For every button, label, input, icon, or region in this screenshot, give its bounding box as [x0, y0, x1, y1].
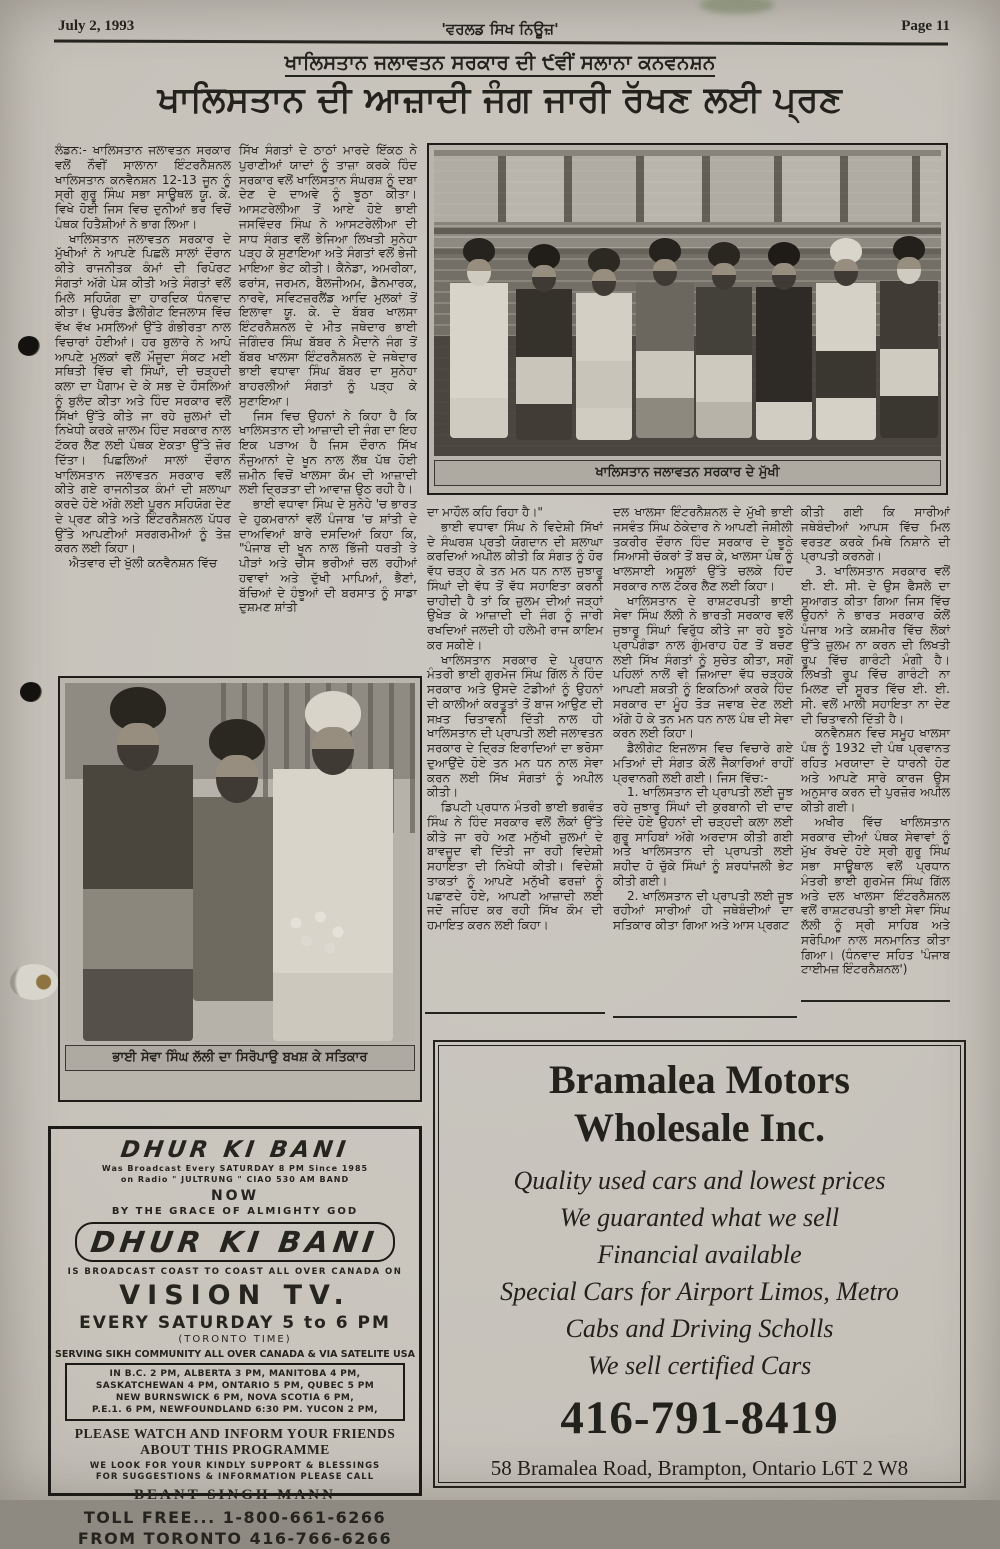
ad-watch-line: PLEASE WATCH AND INFORM YOUR FRIENDS ABOUT THIS PROGRAMME [74, 1426, 396, 1457]
page-number: Page 11 [901, 18, 950, 34]
ad-title: DHUR KI BANI [119, 1137, 351, 1163]
figure-body [696, 230, 752, 438]
ad-slogan: Cabs and Driving Scholls [565, 1314, 834, 1343]
issue-date: July 2, 1993 [58, 18, 135, 34]
figure-body [450, 226, 508, 438]
kicker-row [0, 50, 1000, 77]
ad-support-line: WE LOOK FOR YOUR KINDLY SUPPORT & BLESSINGS [89, 1461, 381, 1471]
article-column-1 [55, 143, 231, 673]
ad-schedule-line: SASKATCHEWAN 4 PM, ONTARIO 5 PM, QUBEC 5 PM [95, 1381, 375, 1391]
ad-slogan: Quality used cars and lowest prices [513, 1166, 886, 1195]
person-figure [816, 226, 876, 440]
article-paragraph: ਜਿਸ ਵਿਚ ਉਹਨਾਂ ਨੇ ਕਿਹਾ ਹੈ ਕਿ ਖਾਲਿਸਤਾਨ ਦੀ ਆਜ਼ਾਦੀ ਦੀ ਜੰਗ ਦਾ ਇਹ ਇਕ ਪੜਾਅ ਹੈ ਜਿਸ ਦੌਰਾਨ ਸਿੱਖ ਨੌਜੁਆਨਾਂ ਦੇ ਖੂਨ ਨਾਲ ਲੱਥ ਪੱਥ ਹੋਈ ਜ਼ਮੀਨ ਵਿਚੋਂ ਖਾਲਸਾ ਕੌਮ ਦੀ ਆਜ਼ਾਦੀ ਲਈ ਦ੍ਰਿੜਤਾ ਦੀ ਆਵਾਜ਼ ਉਠ ਰਹੀ ਹੈ। [239, 408, 417, 497]
punch-hole [20, 682, 42, 702]
person-figure [450, 226, 508, 438]
article-paragraph: ਭਾਈ ਵਧਾਵਾ ਸਿੰਘ ਨੇ ਵਿਦੇਸ਼ੀ ਸਿੱਖਾਂ ਦੇ ਸੰਘਰਸ਼ ਪ੍ਰਤੀ ਯੋਗਦਾਨ ਦੀ ਸ਼ਲਾਘਾ ਕਰਦਿਆਂ ਅਪੀਲ ਕੀਤੀ ਕਿ ਸੰਗਤ ਨੂੰ ਹੋਰ ਵੱਧ ਚੜ੍ਹ ਕੇ ਤਨ ਮਨ ਧਨ ਨਾਲ ਜੁਝਾਰੂ ਸਿੰਘਾਂ ਦੀ ਵੱਧ ਤੋਂ ਵੱਧ ਸਹਾਇਤਾ ਕਰਨੀ ਚਾਹੀਦੀ ਹੈ ਤਾਂ ਕਿ ਜ਼ੁਲਮ ਦੀਆਂ ਜੜ੍ਹਾਂ ਉਖੇੜ ਕੇ ਆਜ਼ਾਦੀ ਦੀ ਜੰਗ ਨੂੰ ਜਾਰੀ ਰਖਦਿਆਂ ਜਲਦੀ ਹੀ ਹਲੇਮੀ ਰਾਜ ਕਾਇਮ ਕਰ ਸਕੀਏ। [427, 519, 603, 652]
headline: ਖਾਲਿਸਤਾਨ ਦੀ ਆਜ਼ਾਦੀ ਜੰਗ ਜਾਰੀ ਰੱਖਣ ਲਈ ਪ੍ਰਣ [157, 80, 843, 120]
article-paragraph: ਖਾਲਿਸਤਾਨ ਜਲਾਵਤਨ ਸਰਕਾਰ ਦੇ ਮੁੱਖੀਆਂ ਨੇ ਆਪਣੇ ਪਿਛਲੇ ਸਾਲਾਂ ਦੌਰਾਨ ਕੀਤੇ ਰਾਜਨੀਤਕ ਕੰਮਾਂ ਦੀ ਰਿਪੋਰਟ ਸੰਗਤਾਂ ਅੱਗੇ ਪੇਸ਼ ਕੀਤੀ ਅਤੇ ਸੰਗਤਾਂ ਵਲੋਂ ਮਿਲੇ ਸਹਿਯੋਗ ਦਾ ਹਾਰਦਿਕ ਧੰਨਵਾਦ ਕੀਤਾ। ਉਪਰੰਤ ਡੈਲੀਗੇਟ ਇਜਲਾਸ ਵਿੱਚ ਵੱਖ ਵੱਖ ਮਸਲਿਆਂ ਉੱਤੇ ਗੰਭੀਰਤਾ ਨਾਲ ਵਿਚਾਰਾਂ ਹੋਈਆਂ। ਹਰ ਬੁਲਾਰੇ ਨੇ ਆਪੋ ਆਪਣੇ ਮੁਲਕਾਂ ਵਲੋਂ ਮੌਜੂਦਾ ਸੰਕਟ ਮਈ ਸਥਿਤੀ ਵਿੱਚ ਵੀ ਸਿੰਘਾਂ, ਦੀ ਚੜ੍ਹਦੀ ਕਲਾ ਦਾ ਪੈਗਾਮ ਦੇ ਕੇ ਸਭ ਦੇ ਹੌਸਲਿਆਂ ਨੂੰ ਬੁਲੰਦ ਕੀਤਾ ਅਤੇ ਹਿੰਦ ਸਰਕਾਰ ਵਲੋਂ ਸਿੱਖਾਂ ਉੱਤੇ ਕੀਤੇ ਜਾ ਰਹੇ ਜ਼ੁਲਮਾਂ ਦੀ ਨਿਖੇਧੀ ਕਰਕੇ ਜ਼ਾਲਮ ਹਿੰਦ ਸਰਕਾਰ ਨਾਲ ਟੱਕਰ ਲੈਣ ਲਈ ਪੰਥਕ ਏਕਤਾ ਉੱਤੇ ਜ਼ੋਰ ਦਿੱਤਾ। ਪਿਛਲਿਆਂ ਸਾਲਾਂ ਦੌਰਾਨ ਖਾਲਿਸਤਾਨ ਜਲਾਵਤਨ ਸਰਕਾਰ ਵਲੋਂ ਕੀਤੇ ਗਏ ਰਾਜਨੀਤਕ ਕੰਮਾਂ ਦੀ ਸ਼ਲਾਘਾ ਕਰਦੇ ਹੋਏ ਅੱਗੇ ਲਈ ਪੂਰਨ ਸਹਿਯੋਗ ਦੇਣ ਦੇ ਪ੍ਰਣ ਕੀਤੇ ਅਤੇ ਇੰਟਰਨੈਸ਼ਨਲ ਪੱਧਰ ਉੱਤੇ ਆਪਣੀਆਂ ਸਰਗਰਮੀਆਂ ਨੂੰ ਤੇਜ਼ ਕਰਨ ਲਈ ਕਿਹਾ। [55, 231, 231, 556]
ad-timezone: (TORONTO TIME) [178, 1334, 292, 1345]
article-paragraph: ਭਾਈ ਵਧਾਵਾ ਸਿੰਘ ਦੇ ਸੁਨੇਹੇ 'ਚ ਭਾਰਤ ਦੇ ਹੁਕਮਰਾਨਾਂ ਵਲੋਂ ਪੰਜਾਬ 'ਚ ਸ਼ਾਂਤੀ ਦੇ ਦਾਅਵਿਆਂ ਬਾਰੇ ਦਸਦਿਆਂ ਕਿਹਾ ਕਿ, "ਪੰਜਾਬ ਦੀ ਖੂਨ ਨਾਲ ਭਿੱਜੀ ਧਰਤੀ ਤੇ ਪੀੜਾਂ ਅਤੇ ਚੀਸ ਭਰੀਆਂ ਚਲ ਰਹੀਆਂ ਹਵਾਵਾਂ ਅਤੇ ਦੁੱਖੀ ਮਾਪਿਆਂ, ਭੈਣਾਂ, ਬੱਚਿਆਂ ਦੇ ਹੰਝੂਆਂ ਦੀ ਬਰਸਾਤ ਨੂੰ ਸਾਡਾ ਦੁਸ਼ਮਣ ਸ਼ਾਂਤੀ [239, 497, 417, 615]
article-paragraph: ਕਨਵੈਨਸ਼ਨ ਵਿਚ ਸਮੂਹ ਖਾਲਸਾ ਪੰਥ ਨੂੰ 1932 ਦੀ ਪੰਥ ਪ੍ਰਵਾਨਤ ਰਹਿਤ ਮਰਯਾਦਾ ਦੇ ਧਾਰਨੀ ਹੋਣ ਅਤੇ ਆਪਣੇ ਸਾਰੇ ਕਾਰਜ ਉਸ ਅਨੁਸਾਰ ਕਰਨ ਦੀ ਪੁਰਜ਼ੋਰ ਅਪੀਲ ਕੀਤੀ ਗਈ। [801, 726, 950, 814]
flower-bouquet [282, 905, 352, 965]
person-figure [696, 230, 752, 438]
group-photo-image [434, 150, 941, 456]
ad-phone-number: 416-791-8419 [560, 1392, 839, 1444]
article-column-2 [239, 143, 417, 673]
ad-slogan-list [439, 1162, 960, 1384]
person-figure [273, 673, 393, 1041]
figure-body [636, 226, 694, 438]
figure-body [816, 226, 876, 440]
person-figure [193, 701, 281, 1001]
ad-now-label: NOW [210, 1188, 260, 1204]
ad-inner-frame [438, 1045, 961, 1483]
ad-slogan: Financial available [597, 1240, 802, 1269]
ad-slogan: We guaranted what we sell [559, 1203, 840, 1232]
kicker: ਖਾਲਿਸਤਾਨ ਜਲਾਵਤਨ ਸਰਕਾਰ ਦੀ ੯ਵੀਂ ਸਲਾਨਾ ਕਨਵਨਸ਼ਨ [285, 50, 716, 77]
ad-title-line: Bramalea Motors [548, 1057, 850, 1102]
ad-schedule-headline: EVERY SATURDAY 5 to 6 PM [79, 1313, 391, 1333]
article-paragraph: ਐਤਵਾਰ ਦੀ ਖੁੱਲੀ ਕਨਵੈਨਸ਼ਨ ਵਿੱਚ [69, 556, 218, 570]
article-paragraph: ਦਲ ਖਾਲਸਾ ਇੰਟਰਨੈਸ਼ਨਲ ਦੇ ਮੁੱਖੀ ਭਾਈ ਜਸਵੰਤ ਸਿੰਘ ਠੇਕੇਦਾਰ ਨੇ ਆਪਣੀ ਜੋਸ਼ੀਲੀ ਤਕਰੀਰ ਦੌਰਾਨ ਹਿੰਦ ਸਰਕਾਰ ਦੇ ਝੂਠੇ ਸਿਆਸੀ ਚੱਕਰਾਂ ਤੋਂ ਬਚ ਕੇ, ਖਾਲਸਾ ਪੰਥ ਨੂੰ ਖਾਲਸਾਈ ਅਸੂਲਾਂ ਉੱਤੇ ਚਲਕੇ ਹਿੰਦ ਸਰਕਾਰ ਨਾਲ ਟੱਕਰ ਲੈਣ ਲਈ ਕਿਹਾ। [613, 505, 793, 593]
column-end-rule [613, 1016, 797, 1018]
person-figure [636, 226, 694, 438]
person-figure [576, 236, 632, 440]
person-figure [516, 232, 572, 440]
ad-schedule-line: P.E.1. 6 PM, NEWFOUNDLAND 6:30 PM. YUCON 2 PM, [92, 1405, 378, 1415]
photo-caption: ਭਾਈ ਸੇਵਾ ਸਿੰਘ ਲੱਲੀ ਦਾ ਸਿਰੋਪਾਉ ਬਖਸ਼ ਕੇ ਸਤਿਕਾਰ [65, 1045, 415, 1071]
article-paragraph: ਕੀਤੀ ਗਈ ਕਿ ਸਾਰੀਆਂ ਜਥੇਬੰਦੀਆਂ ਆਪਸ ਵਿੱਚ ਮਿਲ ਵਰਤਣ ਕਰਕੇ ਮਿਥੇ ਨਿਸ਼ਾਨੇ ਦੀ ਪ੍ਰਾਪਤੀ ਕਰਨਗੇ। [801, 505, 950, 564]
window-row [434, 156, 941, 222]
figure-body [756, 230, 812, 440]
ad-address: 58 Bramalea Road, Brampton, Ontario L6T 2 W8 [490, 1456, 909, 1480]
ad-toll-free-number: TOLL FREE... 1-800-661-6266 [83, 1508, 387, 1527]
header-rule [54, 39, 948, 45]
ad-contact-name: BEANT SINGH MANN [134, 1487, 336, 1503]
ad-slogan: Special Cars for Airport Limos, Metro [500, 1277, 899, 1306]
article-paragraph: 1. ਖਾਲਿਸਤਾਨ ਦੀ ਪ੍ਰਾਪਤੀ ਲਈ ਜੂਝ ਰਹੇ ਜੁਝਾਰੂ ਸਿੰਘਾਂ ਦੀ ਕੁਰਬਾਨੀ ਦੀ ਦਾਦ ਦਿੰਦੇ ਹੋਏ ਉਹਨਾਂ ਦੀ ਚੜ੍ਹਦੀ ਕਲਾ ਲਈ ਗੁਰੂ ਸਾਹਿਬਾਂ ਅੱਗੇ ਅਰਦਾਸ ਕੀਤੀ ਗਈ ਅਤੇ ਖਾਲਿਸਤਾਨ ਦੀ ਪ੍ਰਾਪਤੀ ਲਈ ਸ਼ਹੀਦ ਹੋ ਚੁੱਕੇ ਸਿੰਘਾਂ ਨੂੰ ਸ਼ਰਧਾਂਜਲੀ ਭੇਟ ਕੀਤੀ ਗਈ। [613, 785, 793, 888]
article-paragraph: ਖਾਲਿਸਤਾਨ ਦੇ ਰਾਸ਼ਟਰਪਤੀ ਭਾਈ ਸੇਵਾ ਸਿੰਘ ਲੱਲੀ ਨੇ ਭਾਰਤੀ ਸਰਕਾਰ ਵਲੋਂ ਜੁਝਾਰੂ ਸਿੰਘਾਂ ਵਿਰੁੱਧ ਕੀਤੇ ਜਾ ਰਹੇ ਝੂਠੇ ਪ੍ਰਾਪੇਗੰਡਾ ਨਾਲ ਗੁੰਮਰਾਹ ਹੋਣ ਤੋਂ ਬਚਣ ਲਈ ਸਿੱਖ ਸੰਗਤਾਂ ਨੂੰ ਸੁਚੇਤ ਕੀਤਾ, ਸਗੋਂ ਪਹਿਲਾਂ ਨਾਲੋਂ ਵੀ ਜ਼ਿਆਦਾ ਵੱਧ ਚੜ੍ਹਕੇ ਆਪਣੀ ਸ਼ਕਤੀ ਨੂੰ ਇਕਠਿਆਂ ਕਰਕੇ ਹਿੰਦ ਸਰਕਾਰ ਦਾ ਮੂੰਹ ਤੋੜ ਜਵਾਬ ਦੇਣ ਲਈ ਅੱਗੇ ਹੋ ਕੇ ਤਨ ਮਨ ਧਨ ਨਾਲ ਪੰਥ ਦੀ ਸੇਵਾ ਕਰਨ ਲਈ ਕਿਹਾ। [613, 593, 793, 741]
ad-slogan: We sell certified Cars [587, 1351, 812, 1380]
ad-history-line: Was Broadcast Every SATURDAY 8 PM Since 1985 [101, 1164, 369, 1173]
scan-smudge [700, 0, 774, 14]
column-end-rule [801, 1000, 950, 1002]
punch-hole [18, 336, 40, 356]
person-figure [756, 230, 812, 440]
article-paragraph: ਲੰਡਨ:- ਖਾਲਿਸਤਾਨ ਜਲਾਵਤਨ ਸਰਕਾਰ ਵਲੋਂ ਨੌਵੀਂ ਸਾਲਾਨਾ ਇੰਟਰਨੈਸ਼ਨਲ ਖਾਲਿਸਤਾਨ ਕਨਵੈਨਸ਼ਨ 12-13 ਜੂਨ ਨੂੰ ਸ੍ਰੀ ਗੁਰੂ ਸਿੰਘ ਸਭਾ ਸਾਊਥਲ ਯੂ. ਕੇ. ਵਿਖੇ ਹੋਈ ਜਿਸ ਵਿਚ ਦੁਨੀਆਂ ਭਰ ਵਿਚੋਂ ਪੰਥਕ ਹਿਤੈਸ਼ੀਆਂ ਨੇ ਭਾਗ ਲਿਆ। [55, 143, 231, 231]
column-end-rule [425, 1012, 605, 1014]
article-paragraph: ਦਾ ਮਾਹੌਲ ਕਹਿ ਰਿਹਾ ਹੈ।" [427, 505, 543, 519]
honour-photo-image [65, 683, 415, 1041]
photo-caption: ਖਾਲਿਸਤਾਨ ਜਲਾਵਤਨ ਸਰਕਾਰ ਦੇ ਮੁੱਖੀ [434, 460, 941, 486]
ad-support-line: FOR SUGGESTIONS & INFORMATION PLEASE CALL [95, 1472, 375, 1482]
bramalea-motors-ad [433, 1040, 966, 1488]
article-paragraph: ਸਿੱਖ ਸੰਗਤਾਂ ਦੇ ਠਾਠਾਂ ਮਾਰਦੇ ਇੱਕਠ ਨੇ ਪੁਰਾਣੀਆਂ ਯਾਦਾਂ ਨੂੰ ਤਾਜ਼ਾ ਕਰਕੇ ਹਿੰਦ ਸਰਕਾਰ ਵਲੋਂ ਖਾਲਿਸਤਾਨ ਸੰਘਰਸ਼ ਨੂੰ ਦਬਾ ਦੇਣ ਦੇ ਦਾਅਵੇ ਨੂੰ ਝੂਠਾ ਕੀਤਾ। ਆਸਟਰੇਲੀਆ ਤੋਂ ਆਏ ਹੋਏ ਭਾਈ ਜਸਵਿੰਦਰ ਸਿੰਘ ਨੇ ਆਸਟਰੇਲੀਆ ਦੀ ਸਾਧ ਸੰਗਤ ਵਲੋਂ ਭੇਜਿਆ ਲਿਖਤੀ ਸੁਨੇਹਾ ਪੜ੍ਹ ਕੇ ਸੁਣਾਇਆ ਅਤੇ ਸੰਗਤਾਂ ਵਲੋਂ ਭੇਜੀ ਮਾਇਆ ਭੇਟ ਕੀਤੀ। ਕੈਨੇਡਾ, ਅਮਰੀਕਾ, ਫਰਾਂਸ, ਜਰਮਨ, ਬੈਲਜੀਅਮ, ਡੈਨਮਾਰਕ, ਨਾਰਵੇ, ਸਵਿਟਜ਼ਰਲੈਂਡ ਆਦਿ ਮੁਲਕਾਂ ਤੋਂ ਇਲਾਵਾ ਯੂ. ਕੇ. ਦੇ ਬੱਬਰ ਖਾਲਸਾ ਇੰਟਰਨੈਸ਼ਨਲ ਦੇ ਮੀਤ ਜਥੇਦਾਰ ਭਾਈ ਜੋਗਿੰਦਰ ਸਿੰਘ ਬੱਬਰ ਨੇ ਮੈਦਾਨੇ ਜੰਗ ਤੋਂ ਬੱਬਰ ਖਾਲਸਾ ਇੰਟਰਨੈਸ਼ਨਲ ਦੇ ਜਥੇਦਾਰ ਭਾਈ ਵਧਾਵਾ ਸਿੰਘ ਬੱਬਰ ਦਾ ਸੁਨੇਹਾ ਬਾਹਰਲੀਆਂ ਸੰਗਤਾਂ ਨੂੰ ਪੜ੍ਹ ਕੇ ਸੁਣਾਇਆ। [239, 143, 417, 408]
article-column-3 [427, 505, 603, 1005]
article-column-5 [801, 505, 950, 991]
ad-title-repeat: DHUR KI BANI [88, 1225, 382, 1259]
ad-serving-line: SERVING SIKH COMMUNITY ALL OVER CANADA & VIA SATELITE USA [55, 1349, 415, 1360]
ad-schedule-line: NEW BURNSWICK 6 PM, NOVA SCOTIA 6 PM, [115, 1393, 355, 1403]
ad-broadcast-line: IS BROADCAST COAST TO COAST ALL OVER CANADA ON [67, 1267, 403, 1277]
ad-schedule-line: IN B.C. 2 PM, ALBERTA 3 PM, MANITOBA 4 PM, [109, 1369, 361, 1379]
article-paragraph: 3. ਖਾਲਿਸਤਾਨ ਸਰਕਾਰ ਵਲੋਂ ਈ. ਈ. ਸੀ. ਦੇ ਉਸ ਫੈਸਲੇ ਦਾ ਸੁਆਗਤ ਕੀਤਾ ਗਿਆ ਜਿਸ ਵਿੱਚ ਉਹਨਾਂ ਨੇ ਭਾਰਤ ਸਰਕਾਰ ਕੋਲੋਂ ਪੰਜਾਬ ਅਤੇ ਕਸ਼ਮੀਰ ਵਿੱਚ ਲੋਕਾਂ ਉੱਤੇ ਜ਼ੁਲਮ ਨਾ ਕਰਨ ਦੀ ਲਿਖਤੀ ਰੂਪ ਵਿੱਚ ਗਾਰੰਟੀ ਮੰਗੀ ਹੈ। ਲਿਖਤੀ ਰੂਪ ਵਿੱਚ ਗਾਰੰਟੀ ਨਾ ਮਿਲਣ ਦੀ ਸੂਰਤ ਵਿੱਚ ਈ. ਈ. ਸੀ. ਵਲੋਂ ਮਾਲੀ ਸਹਾਇਤਾ ਨਾ ਦੇਣ ਦੀ ਚਿਤਾਵਨੀ ਦਿੱਤੀ ਹੈ। [801, 564, 950, 726]
article-paragraph: ਡੈਲੀਗੇਟ ਇਜਲਾਸ ਵਿਚ ਵਿਚਾਰੇ ਗਏ ਮਤਿਆਂ ਦੀ ਸੰਗਤ ਕੋਲੋਂ ਜੈਕਾਰਿਆਂ ਰਾਹੀਂ ਪ੍ਰਵਾਨਗੀ ਲਈ ਗਈ। ਜਿਸ ਵਿੱਚ:- [613, 741, 793, 785]
ad-history-line: on Radio " JULTRUNG " CIAO 530 AM BAND [120, 1175, 350, 1184]
article-paragraph: ਖਾਲਿਸਤਾਨ ਸਰਕਾਰ ਦੇ ਪ੍ਰਧਾਨ ਮੰਤਰੀ ਭਾਈ ਗੁਰਮੇਜ ਸਿੰਘ ਗਿੱਲ ਨੇ ਹਿੰਦ ਸਰਕਾਰ ਅਤੇ ਉਸਦੇ ਟੋਡੀਆਂ ਨੂੰ ਉਹਨਾਂ ਦੀ ਕਾਲੀਆਂ ਕਰਤੂਤਾਂ ਤੋਂ ਬਾਜ ਆਉਣ ਦੀ ਸਖ਼ਤ ਚਿਤਾਵਨੀ ਦਿੱਤੀ ਨਾਲ ਹੀ ਖਾਲਿਸਤਾਨ ਦੀ ਪ੍ਰਾਪਤੀ ਲਈ ਜਲਾਵਤਨ ਸਰਕਾਰ ਦੇ ਦ੍ਰਿੜ ਇਰਾਦਿਆਂ ਦਾ ਭਰੋਸਾ ਦੁਆਉਂਦੇ ਹੋਏ ਤਨ ਮਨ ਧਨ ਨਾਲ ਸੇਵਾ ਕਰਨ ਲਈ ਸਿੱਖ ਸੰਗਤਾਂ ਨੂੰ ਅਪੀਲ ਕੀਤੀ। [427, 652, 603, 800]
ad-schedule-box [65, 1363, 405, 1421]
group-photo [427, 143, 948, 495]
person-figure [880, 224, 938, 438]
figure-body [83, 669, 193, 1041]
figure-body [273, 673, 393, 1041]
ad-toronto-number: FROM TORONTO 416-766-6266 [77, 1529, 393, 1548]
article-column-4 [613, 505, 793, 1003]
ad-channel: VISION TV. [119, 1280, 351, 1311]
person-figure [83, 669, 193, 1041]
article-paragraph: ਡਿਪਟੀ ਪ੍ਰਧਾਨ ਮੰਤਰੀ ਭਾਈ ਭਗਵੰਤ ਸਿੰਘ ਨੇ ਹਿੰਦ ਸਰਕਾਰ ਵਲੋਂ ਲੋਕਾਂ ਉੱਤੇ ਕੀਤੇ ਜਾ ਰਹੇ ਅਣ ਮਨੁੱਖੀ ਜ਼ੁਲਮਾਂ ਦੇ ਬਾਵਜੂਦ ਵੀ ਦਿੱਤੀ ਜਾ ਰਹੀ ਵਿਦੇਸ਼ੀ ਸਹਾਇਤਾ ਦੀ ਨਿਖੇਧੀ ਕੀਤੀ। ਵਿਦੇਸ਼ੀ ਤਾਕਤਾਂ ਨੂੰ ਆਪਣੇ ਮਨੁੱਖੀ ਫਰਜ਼ਾਂ ਨੂੰ ਪਛਾਣਦੇ ਹੋਏ, ਆਪਣੀ ਆਜ਼ਾਦੀ ਲਈ ਜਦੋ ਜਹਿਦ ਕਰ ਰਹੀ ਸਿੱਖ ਕੌਮ ਦੀ ਹਮਾਇਤ ਕਰਨ ਲਈ ਕਿਹਾ। [427, 800, 603, 932]
honour-photo [58, 676, 422, 1102]
ad-title-line: Wholesale Inc. [573, 1105, 826, 1150]
punch-hole [10, 964, 58, 1000]
figure-body [193, 701, 281, 1001]
dhur-ki-bani-ad [48, 1126, 422, 1548]
ad-grace-line: BY THE GRACE OF ALMIGHTY GOD [111, 1206, 359, 1217]
ad-title-box [75, 1222, 394, 1262]
article-paragraph: 2. ਖਾਲਿਸਤਾਨ ਦੀ ਪ੍ਰਾਪਤੀ ਲਈ ਜੂਝ ਰਹੀਆਂ ਸਾਰੀਆਂ ਹੀ ਜਥੇਬੰਦੀਆਂ ਦਾ ਸਤਿਕਾਰ ਕੀਤਾ ਗਿਆ ਅਤੇ ਆਸ ਪ੍ਰਗਟ [613, 888, 793, 932]
masthead: 'ਵਰਲਡ ਸਿਖ ਨਿਊਜ਼' [441, 20, 559, 38]
figure-body [516, 232, 572, 440]
figure-body [576, 236, 632, 440]
figure-body [880, 224, 938, 438]
article-paragraph: ਅਖੀਰ ਵਿੱਚ ਖਾਲਿਸਤਾਨ ਸਰਕਾਰ ਦੀਆਂ ਪੰਥਕ ਸੇਵਾਵਾਂ ਨੂੰ ਮੁੱਖ ਰੱਖਦੇ ਹੋਏ ਸ੍ਰੀ ਗੁਰੂ ਸਿੰਘ ਸਭਾ ਸਾਊਥਾਲ ਵਲੋਂ ਪ੍ਰਧਾਨ ਮੰਤਰੀ ਭਾਈ ਗੁਰਮੇਜ ਸਿੰਘ ਗਿੱਲ ਅਤੇ ਦਲ ਖਾਲਸਾ ਇੰਟਰਨੈਸ਼ਨਲ ਵਲੋਂ ਰਾਸ਼ਟਰਪਤੀ ਭਾਈ ਸੇਵਾ ਸਿੰਘ ਲੱਲੀ ਨੂੰ ਸ੍ਰੀ ਸਾਹਿਬ ਅਤੇ ਸਰੋਪਿਆ ਨਾਲ ਸਨਮਾਨਿਤ ਕੀਤਾ ਗਿਆ। (ਧੰਨਵਾਦ ਸਹਿਤ 'ਪੰਜਾਬ ਟਾਈਮਜ਼ ਇੰਟਰਨੈਸ਼ਨਲ') [801, 814, 950, 977]
